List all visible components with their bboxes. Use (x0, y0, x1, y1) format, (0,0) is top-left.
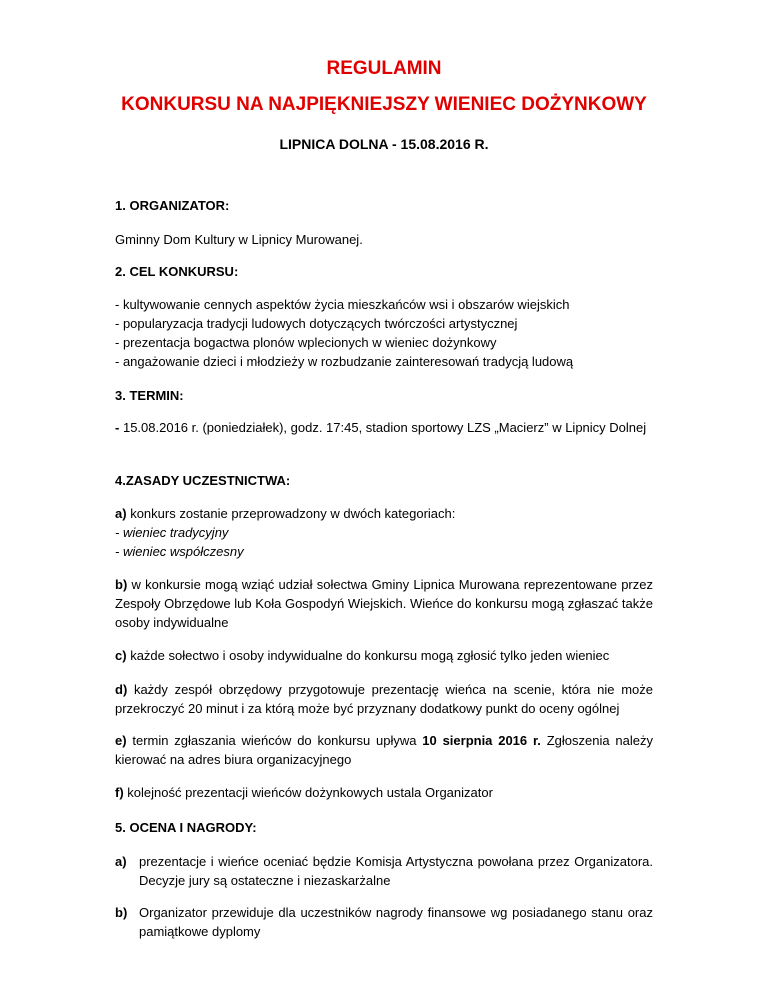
document-title: REGULAMIN (326, 58, 442, 79)
award-b (115, 903, 653, 941)
rule-text: konkurs zostanie przeprowadzony w dwóch kategoriach: (130, 506, 456, 521)
section-2-heading: 2. CEL KONKURSU: (115, 264, 239, 279)
rule-label: b) (115, 577, 128, 592)
deadline-date: 10 sierpnia 2016 r. (422, 733, 541, 748)
list-item: - angażowanie dzieci i młodzieży w rozbudzanie zainteresowań tradycją ludową (115, 354, 574, 369)
category-modern: - wieniec współczesny (115, 544, 244, 559)
rule-label: b) (115, 905, 128, 920)
rule-text: termin zgłaszania wieńców do konkursu upływa (132, 733, 417, 748)
rule-text: w konkursie mogą wziąć udział sołectwa Gminy Lipnica Murowana reprezentowane przez Zespoły Obrzędowe lub Koła Gospodyń Wiejskich. Wieńce do konkursu mogą zgłaszać także osoby indywidualne (115, 577, 653, 630)
list-item: - kultywowanie cennych aspektów życia mieszkańców wsi i obszarów wiejskich (115, 297, 570, 312)
rule-a (115, 504, 653, 561)
rule-text: prezentacje i wieńce oceniać będzie Komisja Artystyczna powołana przez Organizatora. Decyzje jury są ostateczne i niezaskarżalne (139, 854, 653, 888)
section-1-text: Gminny Dom Kultury w Lipnicy Murowanej. (115, 232, 363, 247)
rule-c (115, 646, 653, 665)
rule-b (115, 575, 653, 632)
rule-label: f) (115, 785, 124, 800)
rule-label: a) (115, 506, 127, 521)
section-1-heading: 1. ORGANIZATOR: (115, 198, 230, 213)
document-subtitle: KONKURSU NA NAJPIĘKNIEJSZY WIENIEC DOŻYNKOWY (121, 94, 647, 115)
rule-label: a) (115, 854, 127, 869)
term-text: 15.08.2016 r. (poniedziałek), godz. 17:45, stadion sportowy LZS „Macierz” w Lipnicy Dolnej (122, 420, 647, 435)
section-4-heading: 4.ZASADY UCZESTNICTWA: (115, 473, 291, 488)
dash: - (115, 420, 120, 435)
section-5-heading: 5. OCENA I NAGRODY: (115, 820, 257, 835)
rule-f (115, 783, 653, 802)
rule-text: Organizator przewiduje dla uczestników nagrody finansowe wg posiadanego stanu oraz pamiątkowe dyplomy (139, 905, 653, 939)
rule-label: d) (115, 682, 128, 697)
rule-label: c) (115, 648, 127, 663)
list-item: - popularyzacja tradycji ludowych dotyczących twórczości artystycznej (115, 316, 518, 331)
list-item: - prezentacja bogactwa plonów wplecionych w wieniec dożynkowy (115, 335, 497, 350)
section-3-text (115, 418, 653, 437)
rule-d (115, 680, 653, 718)
rule-text: każdy zespół obrzędowy przygotowuje prezentację wieńca na scenie, która nie może przekroczyć 20 minut i za którą może być przyznany dodatkowy punkt do oceny ogólnej (115, 682, 653, 716)
section-3-heading: 3. TERMIN: (115, 388, 184, 403)
rule-text-cont: Zgłoszenia należy kierować na adres biura organizacyjnego (115, 733, 653, 767)
place-date: LIPNICA DOLNA - 15.08.2016 R. (279, 136, 489, 152)
category-traditional: - wieniec tradycyjny (115, 525, 229, 540)
rule-label: e) (115, 733, 127, 748)
rule-text: każde sołectwo i osoby indywidualne do konkursu mogą zgłosić tylko jeden wieniec (130, 648, 610, 663)
rule-e (115, 731, 653, 769)
section-2-list (115, 295, 653, 371)
award-a (115, 852, 653, 890)
rule-text: kolejność prezentacji wieńców dożynkowych ustala Organizator (127, 785, 493, 800)
